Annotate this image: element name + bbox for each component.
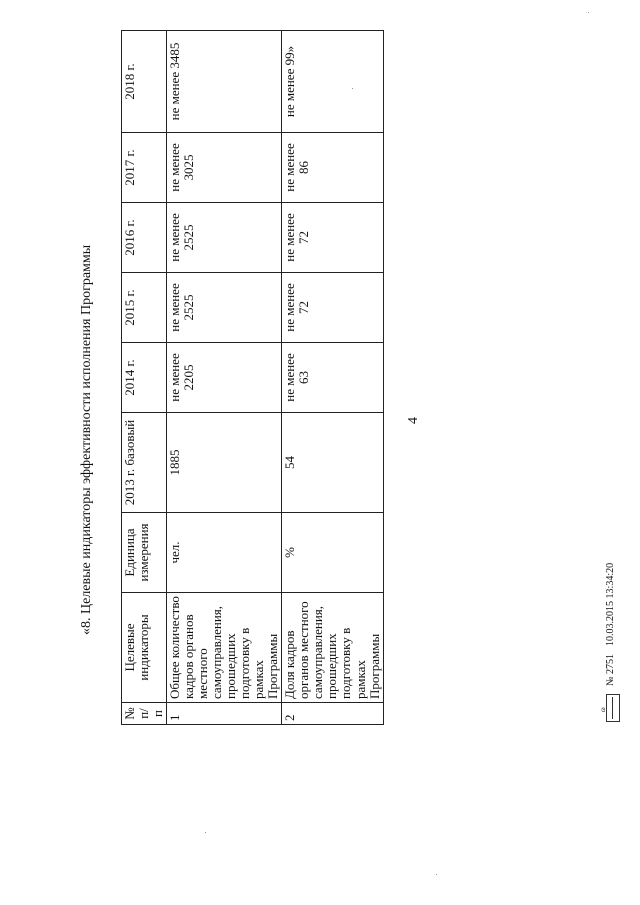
indicators-table xyxy=(121,30,384,725)
scan-speck xyxy=(205,832,206,833)
row-number: 2 xyxy=(282,703,383,725)
document-footer xyxy=(600,563,620,722)
unit-cell: чел. xyxy=(167,513,282,593)
indicator-name: Общее количество кадров органов местного самоуправления, прошедших подготовку в рамках Программы xyxy=(167,593,282,703)
value-2013: 1885 xyxy=(167,413,282,513)
section-title: «8. Целевые индикаторы эффективности исполнения Программы xyxy=(79,244,94,635)
value-2018: не менее 99» xyxy=(282,31,383,133)
table-row xyxy=(167,31,282,725)
value-2016: не менее 72 xyxy=(282,203,383,273)
value-2015: не менее 2525 xyxy=(167,273,282,343)
header-cell-indicators: Целевые индикаторы xyxy=(122,593,167,703)
value-2013: 54 xyxy=(282,413,383,513)
header-cell-2017: 2017 г. xyxy=(122,133,167,203)
header-cell-2016: 2016 г. xyxy=(122,203,167,273)
indicator-name: Доля кадров органов местного самоуправления, прошедших подготовку в рамках Программы xyxy=(282,593,383,703)
value-2014: не менее 2205 xyxy=(167,343,282,413)
header-cell-2014: 2014 г. xyxy=(122,343,167,413)
value-2018: не менее 3485 xyxy=(167,31,282,133)
row-number: 1 xyxy=(167,703,282,725)
header-cell-2015: 2015 г. xyxy=(122,273,167,343)
header-cell-2018: 2018 г. xyxy=(122,31,167,133)
registration-stamp-icon: ɷ xyxy=(600,694,620,722)
value-2014: не менее 63 xyxy=(282,343,383,413)
value-2017: не менее 3025 xyxy=(167,133,282,203)
document-number: № 2751 xyxy=(604,653,616,686)
value-2017: не менее 86 xyxy=(282,133,383,203)
table-header-row xyxy=(122,31,167,725)
value-2016: не менее 2525 xyxy=(167,203,282,273)
header-cell-2013: 2013 г. базовый xyxy=(122,413,167,513)
page-number: 4 xyxy=(406,417,421,424)
scan-speck xyxy=(436,874,437,875)
unit-cell: % xyxy=(282,513,383,593)
table-row xyxy=(282,31,383,725)
header-cell-number: № п/п xyxy=(122,703,167,725)
scan-speck xyxy=(352,88,353,89)
value-2015: не менее 72 xyxy=(282,273,383,343)
scan-speck xyxy=(588,12,589,13)
document-timestamp: 10.03.2015 13:34:20 xyxy=(604,562,616,646)
header-cell-unit: Единица измерения xyxy=(122,513,167,593)
